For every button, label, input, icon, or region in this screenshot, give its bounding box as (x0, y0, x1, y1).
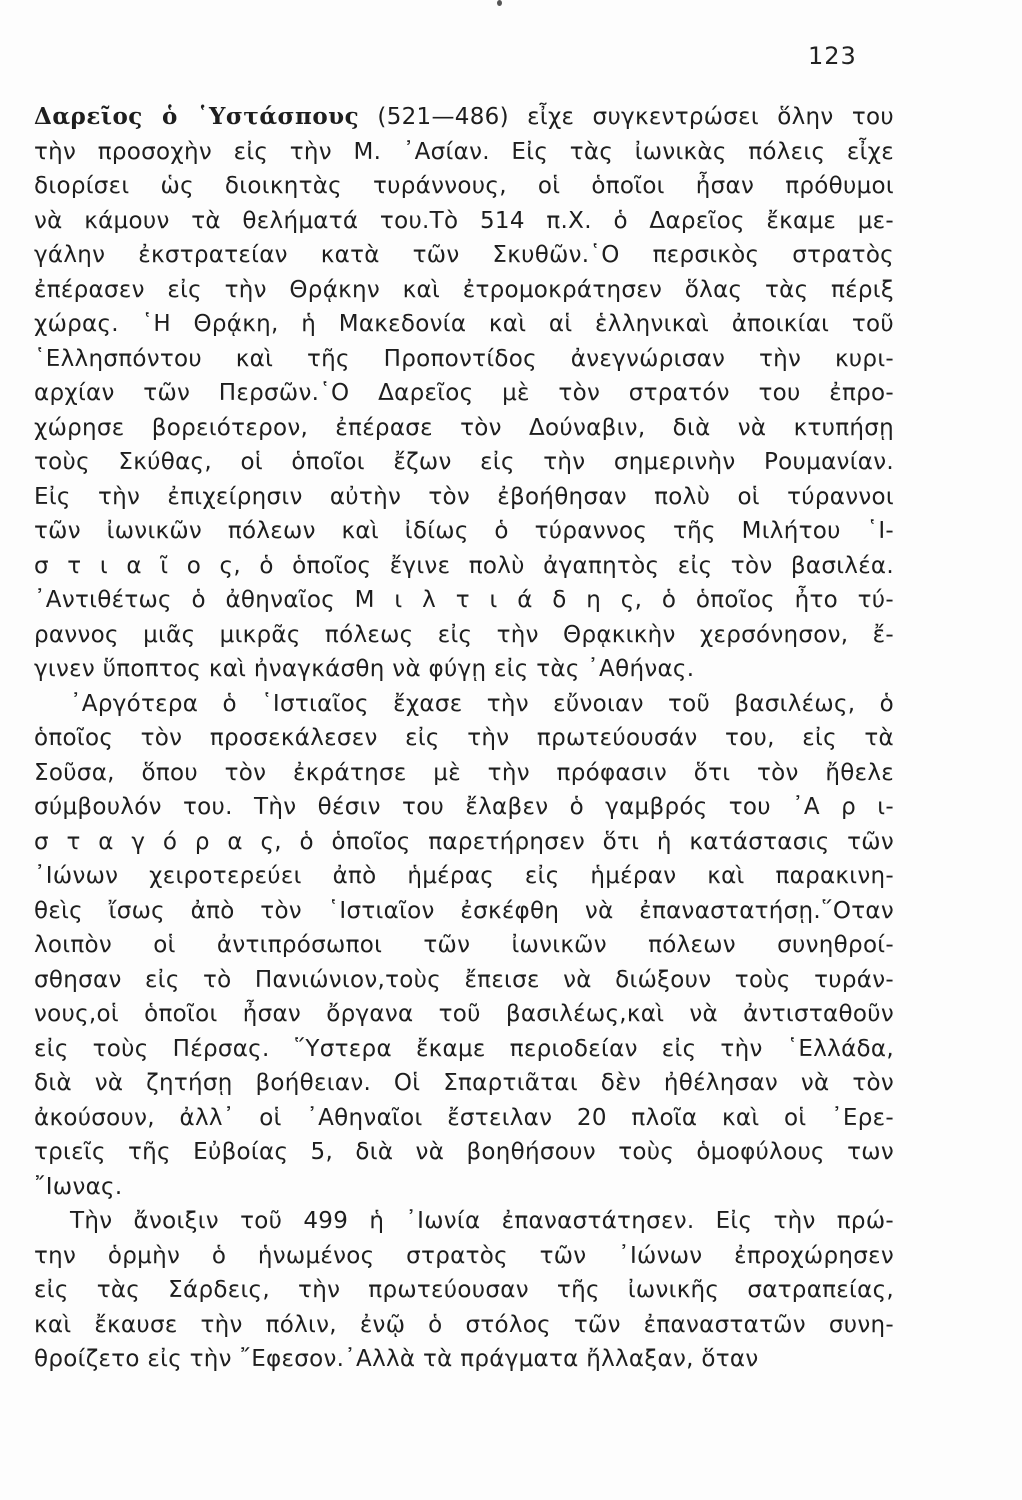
text-line: σύμβουλόν του. Τὴν θέσιν του ἔλαβεν ὁ γαμβρός του ᾿Α ρ ι- (34, 794, 894, 820)
paragraph-heading: Δαρεῖος ὁ ῾Υστάσπους (34, 103, 360, 130)
text-line: καὶ ἔκαυσε τὴν πόλιν, ἐνῷ ὁ στόλος τῶν ἐπαναστατῶν συνη- (34, 1311, 894, 1338)
text-line: θεὶς ἴσως ἀπὸ τὸν ῾Ιστιαῖον ἐσκέφθη νὰ ἐπαναστατήσῃ.῞Οταν (34, 897, 894, 924)
text-line: ᾿Αργότερα ὁ ῾Ιστιαῖος ἔχασε τὴν εὔνοιαν τοῦ βασιλέως, ὁ (70, 690, 894, 717)
print-speck (497, 0, 502, 6)
text-line: θροίζετο εἰς τὴν ῎Εφεσον.᾿Αλλὰ τὰ πράγματα ἤλλαξαν, ὅταν (34, 1346, 759, 1372)
text-line: γάλην ἐκστρατείαν κατὰ τῶν Σκυθῶν.῾Ο περσικὸς στρατὸς (34, 242, 894, 268)
text-line: νὰ κάμουν τὰ θελήματά του.Τὸ 514 π.Χ. ὁ Δαρεῖος ἔκαμε με- (34, 207, 894, 234)
text-line: αρχίαν τῶν Περσῶν.῾Ο Δαρεῖος μὲ τὸν στρατόν του ἐπρο- (34, 380, 894, 406)
text-line: τῶν ἰωνικῶν πόλεων καὶ ἰδίως ὁ τύραννος τῆς Μιλήτου ῾Ι- (34, 518, 894, 544)
text-line: εἰς τὰς Σάρδεις, τὴν πρωτεύουσαν τῆς ἰωνικῆς σατραπείας, (34, 1277, 894, 1303)
text-line: Εἰς τὴν ἐπιχείρησιν αὐτὴν τὸν ἐβοήθησαν πολὺ οἱ τύραννοι (34, 483, 894, 510)
text-line: σ τ α γ ό ρ α ς, ὁ ὁποῖος παρετήρησεν ὅτι ἡ κατάστασις τῶν (34, 828, 894, 855)
text-line: χώρησε βορειότερον, ἐπέρασε τὸν Δούναβιν, διὰ νὰ κτυπήσῃ (34, 414, 894, 441)
text-line: διορίσει ὡς διοικητὰς τυράννους, οἱ ὁποῖοι ἦσαν πρόθυμοι (34, 173, 894, 199)
text-line: εἰς τοὺς Πέρσας. ῞Υστερα ἔκαμε περιοδείαν εἰς τὴν ῾Ελλάδα, (34, 1035, 894, 1062)
text-line: σθησαν εἰς τὸ Πανιώνιον,τοὺς ἔπεισε νὰ διώξουν τοὺς τυράν- (34, 966, 894, 993)
body-text (34, 100, 894, 1377)
text-line: ᾿Ιώνων χειροτερεύει ἀπὸ ἡμέρας εἰς ἡμέραν καὶ παρακινη- (34, 863, 894, 889)
text-line (34, 100, 894, 135)
text-line: διὰ νὰ ζητήσῃ βοήθειαν. Οἱ Σπαρτιᾶται δὲν ἠθέλησαν νὰ τὸν (34, 1070, 894, 1096)
line-text: (521—486) εἶχε συγκεντρώσει ὅλην του (359, 104, 894, 130)
text-line: τριεῖς τῆς Εὐβοίας 5, διὰ νὰ βοηθήσουν τοὺς ὁμοφύλους των (34, 1139, 894, 1165)
text-line: Τὴν ἄνοιξιν τοῦ 499 ἡ ᾿Ιωνία ἐπαναστάτησεν. Εἰς τὴν πρώ- (70, 1208, 894, 1234)
text-line: ῾Ελλησπόντου καὶ τῆς Προποντίδος ἀνεγνώρισαν τὴν κυρι- (34, 345, 894, 372)
text-line: ραννος μιᾶς μικρᾶς πόλεως εἰς τὴν Θρᾳκικὴν χερσόνησον, ἔ- (34, 621, 894, 648)
text-line: ᾿Αντιθέτως ὁ ἀθηναῖος Μ ι λ τ ι ά δ η ς, ὁ ὁποῖος ἦτο τύ- (34, 587, 894, 613)
text-line: σ τ ι α ῖ ο ς, ὁ ὁποῖος ἔγινε πολὺ ἀγαπητὸς εἰς τὸν βασιλέα. (34, 552, 894, 579)
text-line: την ὁρμὴν ὁ ἡνωμένος στρατὸς τῶν ᾿Ιώνων ἐπροχώρησεν (34, 1242, 894, 1269)
text-line: λοιπὸν οἱ ἀντιπρόσωποι τῶν ἰωνικῶν πόλεων συνηθροί- (34, 932, 894, 958)
text-line: τὴν προσοχὴν εἰς τὴν Μ. ᾿Ασίαν. Εἰς τὰς ἰωνικὰς πόλεις εἶχε (34, 138, 894, 165)
text-line: ῎Ιωνας. (34, 1173, 123, 1200)
text-line: ἐπέρασεν εἰς τὴν Θρᾴκην καὶ ἐτρομοκράτησεν ὅλας τὰς πέριξ (34, 276, 894, 303)
page-number: 123 (808, 42, 857, 70)
text-line: τοὺς Σκύθας, οἱ ὁποῖοι ἔζων εἰς τὴν σημερινὴν Ρουμανίαν. (34, 449, 894, 475)
text-line: ὁποῖος τὸν προσεκάλεσεν εἰς τὴν πρωτεύουσάν του, εἰς τὰ (34, 725, 894, 751)
text-line: νους,οἱ ὁποῖοι ἦσαν ὄργανα τοῦ βασιλέως,καὶ νὰ ἀντισταθοῦν (34, 1001, 894, 1027)
text-line: χώρας. ῾Η Θρᾴκη, ἡ Μακεδονία καὶ αἱ ἑλληνικαὶ ἀποικίαι τοῦ (34, 311, 894, 337)
text-line: γινεν ὕποπτος καὶ ἠναγκάσθη νὰ φύγῃ εἰς τὰς ᾿Αθήνας. (34, 656, 695, 682)
text-line: ἀκούσουν, ἀλλ᾿ οἱ ᾿Αθηναῖοι ἔστειλαν 20 πλοῖα καὶ οἱ ᾿Ερε- (34, 1104, 894, 1131)
text-line: Σοῦσα, ὅπου τὸν ἐκράτησε μὲ τὴν πρόφασιν ὅτι τὸν ἤθελε (34, 759, 894, 786)
